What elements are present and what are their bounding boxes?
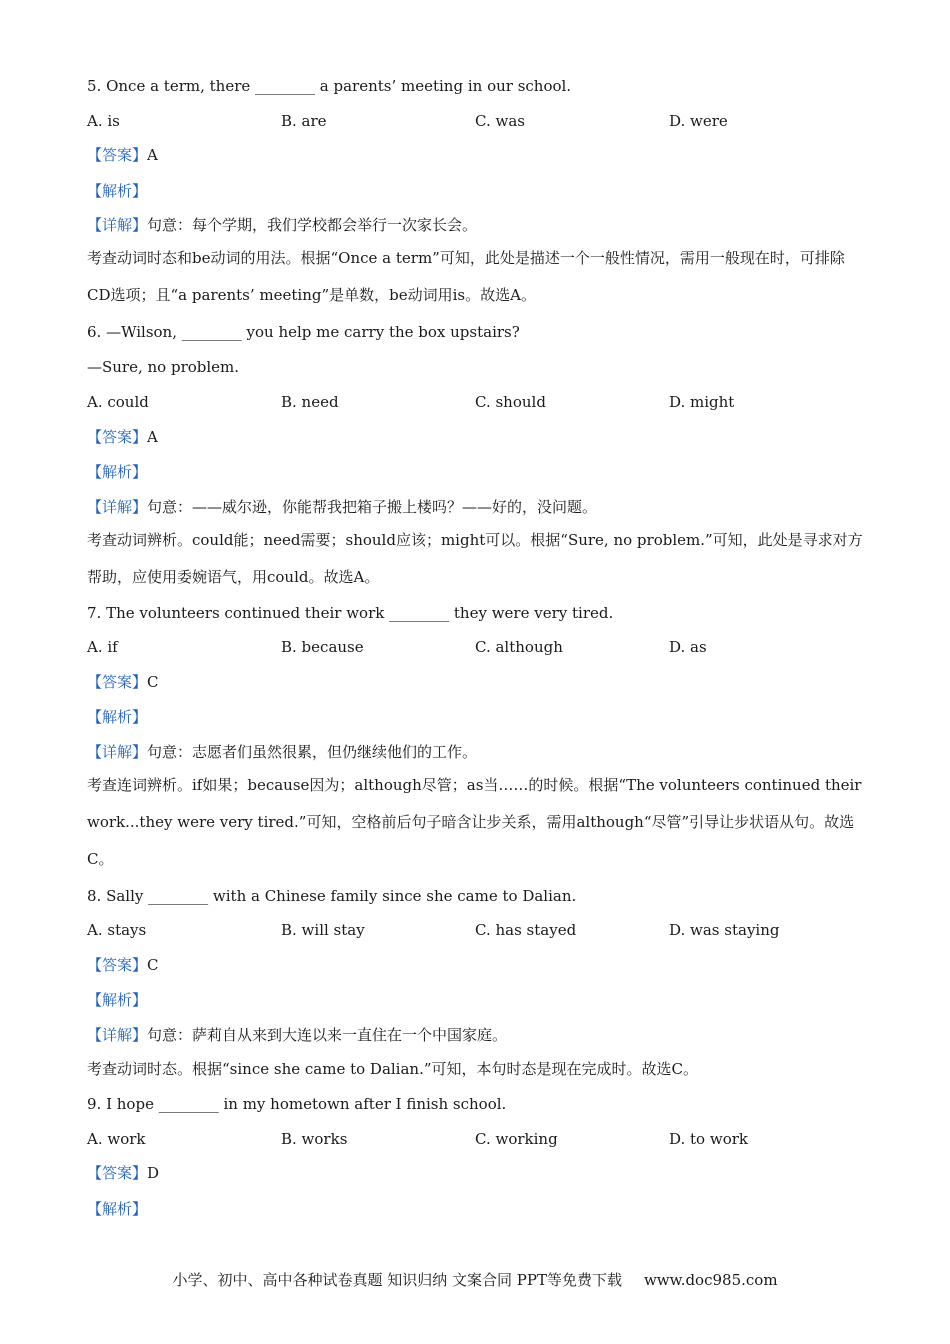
question-5-stem: 5. Once a term, there ________ a parents’ meeting in our school. (87, 77, 572, 95)
answer-tag: 【答案】 (87, 956, 148, 974)
question-8-options (87, 920, 887, 940)
detail-text: 句意：——威尔逊，你能帮我把箱子搬上楼吗？——好的，没问题。 (147, 498, 598, 516)
question-6-analysis-tag: 【解析】 (87, 463, 148, 481)
option-c: C. should (475, 393, 546, 411)
question-7-stem: 7. The volunteers continued their work ________ they were very tired. (87, 604, 614, 622)
option-d: D. as (669, 638, 707, 656)
option-c: C. was (475, 112, 525, 130)
question-8-detail (87, 1025, 507, 1045)
question-5-answer (87, 145, 158, 165)
question-9-stem: 9. I hope ________ in my hometown after I finish school. (87, 1095, 507, 1113)
question-5-options (87, 111, 887, 131)
detail-text: 句意：志愿者们虽然很累，但仍继续他们的工作。 (147, 743, 478, 761)
answer-tag: 【答案】 (87, 428, 148, 446)
option-b: B. are (281, 112, 327, 130)
detail-tag: 【详解】 (87, 1026, 148, 1044)
question-7-detail (87, 742, 477, 762)
question-6-detail (87, 497, 597, 517)
answer-value: A (147, 428, 158, 446)
footer-url[interactable]: www.doc985.com (643, 1271, 778, 1289)
option-b: B. need (281, 393, 339, 411)
detail-text: 句意：萨莉自从来到大连以来一直住在一个中国家庭。 (147, 1026, 508, 1044)
question-8-answer (87, 955, 159, 975)
detail-tag: 【详解】 (87, 216, 148, 234)
question-6-answer (87, 427, 158, 447)
option-b: B. will stay (281, 921, 365, 939)
detail-tag: 【详解】 (87, 498, 148, 516)
question-5-analysis-tag: 【解析】 (87, 182, 148, 200)
footer-text: 小学、初中、高中各种试卷真题 知识归纳 文案合同 PPT等免费下载 (172, 1271, 622, 1289)
question-6-explanation: 考查动词辨析。could能；need需要；should应该；might可以。根据“Sure, no problem.”可知，此处是寻求对方帮助，应使用委婉语气，用could。故选A。 (87, 531, 863, 586)
answer-value: A (147, 146, 158, 164)
option-c: C. although (475, 638, 563, 656)
question-6-options (87, 392, 887, 412)
answer-value: C (147, 673, 159, 691)
option-a: A. if (87, 638, 118, 656)
option-a: A. work (87, 1130, 146, 1148)
answer-tag: 【答案】 (87, 673, 148, 691)
option-a: A. stays (87, 921, 147, 939)
question-6-reply: —Sure, no problem. (87, 358, 240, 376)
question-7-explanation: 考查连词辨析。if如果；because因为；although尽管；as当……的时候。根据“The volunteers continued their work...they were very tired.”可知，空格前后句子暗含让步关系，需用although“尽管”引导让步状语从句。故选C。 (87, 776, 862, 868)
answer-value: D (147, 1164, 160, 1182)
question-8-explanation: 考查动词时态。根据“since she came to Dalian.”可知，本句时态是现在完成时。故选C。 (87, 1060, 698, 1078)
page-footer (0, 1270, 950, 1290)
detail-text: 句意：每个学期，我们学校都会举行一次家长会。 (147, 216, 478, 234)
option-d: D. to work (669, 1130, 748, 1148)
question-7-answer (87, 672, 159, 692)
option-d: D. were (669, 112, 728, 130)
question-7-analysis-tag: 【解析】 (87, 708, 148, 726)
option-b: B. because (281, 638, 364, 656)
question-9-options (87, 1129, 887, 1149)
question-5-explanation: 考查动词时态和be动词的用法。根据“Once a term”可知，此处是描述一个一般性情况，需用一般现在时，可排除CD选项；且“a parents’ meeting”是单数，be动词用is。故选A。 (87, 249, 845, 304)
option-c: C. working (475, 1130, 558, 1148)
question-6-stem: 6. —Wilson, ________ you help me carry the box upstairs? (87, 323, 520, 341)
option-c: C. has stayed (475, 921, 577, 939)
option-a: A. could (87, 393, 149, 411)
question-9-answer (87, 1163, 159, 1183)
option-a: A. is (87, 112, 120, 130)
option-d: D. might (669, 393, 735, 411)
question-7-options (87, 637, 887, 657)
question-9-analysis-tag: 【解析】 (87, 1200, 148, 1218)
option-b: B. works (281, 1130, 348, 1148)
question-5-detail (87, 215, 477, 235)
question-8-stem: 8. Sally ________ with a Chinese family since she came to Dalian. (87, 887, 577, 905)
detail-tag: 【详解】 (87, 743, 148, 761)
answer-tag: 【答案】 (87, 146, 148, 164)
answer-value: C (147, 956, 159, 974)
option-d: D. was staying (669, 921, 780, 939)
question-8-analysis-tag: 【解析】 (87, 991, 148, 1009)
answer-tag: 【答案】 (87, 1164, 148, 1182)
